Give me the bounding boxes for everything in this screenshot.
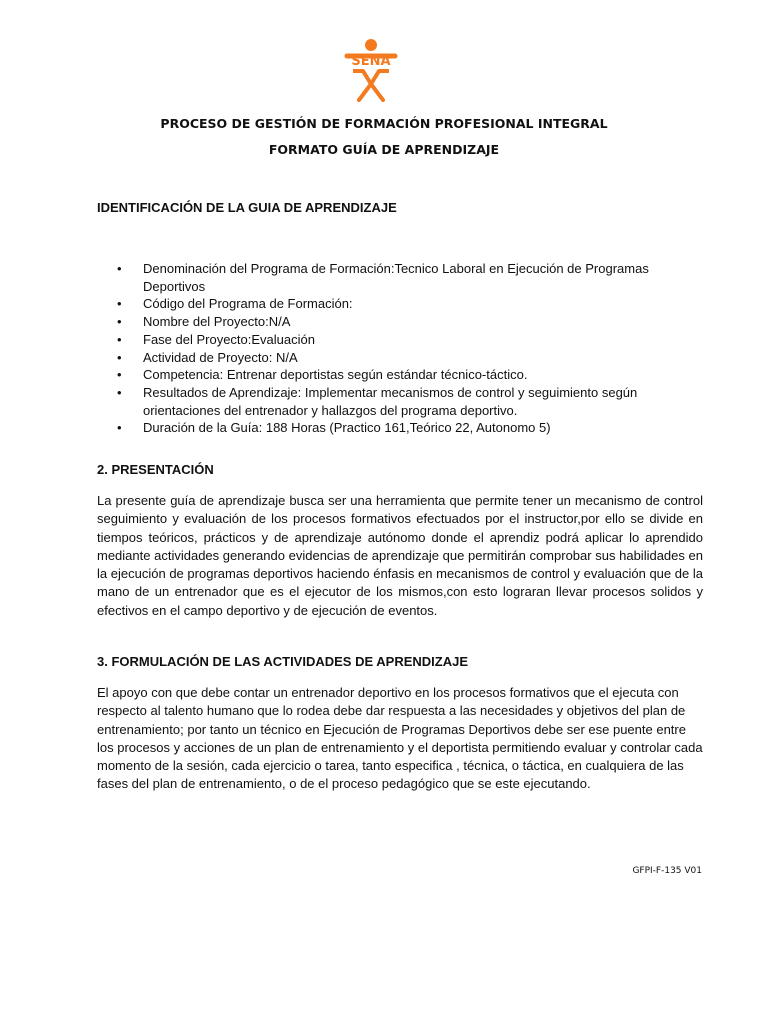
list-item-text: Fase del Proyecto:Evaluación xyxy=(143,331,315,347)
list-item-text: Duración de la Guía: 188 Horas (Practico 161,Teórico 22, Autonomo 5) xyxy=(143,420,551,436)
bullet-icon: • xyxy=(117,384,122,400)
list-item xyxy=(97,366,707,384)
sena-logo xyxy=(341,38,401,102)
list-item-text: Competencia: Entrenar deportistas según estándar técnico-táctico. xyxy=(143,367,528,383)
process-title: PROCESO DE GESTIÓN DE FORMACIÓN PROFESIONAL INTEGRAL xyxy=(160,116,608,131)
presentation-paragraph: La presente guía de aprendizaje busca ser una herramienta que permite tener un mecanismo de control seguimiento y evaluación de los procesos formativos efectuados por el instructor,por ello se divide en tiempos teóricos, prácticos y de aprendizaje autónomo donde el aprendiz podrá aplicar lo aprendido mediante actividades generando evidencias de aprendizaje que permitirán comprobar sus habilidades en la ejecución de programas deportivos haciendo énfasis en mecanismos de control y evaluación que de la mano de un entrenador que es el ejecutor de los mismos,con esto lograran llevar procesos solidos y efectivos en el campo deportivo y de ejecución de eventos. xyxy=(97,493,703,618)
identification-list xyxy=(97,260,707,437)
bullet-icon: • xyxy=(117,261,122,276)
list-item xyxy=(97,295,707,313)
list-item-text: Actividad de Proyecto: N/A xyxy=(143,349,298,365)
bullet-icon: • xyxy=(117,349,122,365)
list-item-text: Código del Programa de Formación: xyxy=(143,296,353,312)
document-code: GFPI-F-135 V01 xyxy=(632,866,702,876)
logo-text: SENA xyxy=(351,54,391,69)
list-item xyxy=(97,384,707,419)
bullet-icon: • xyxy=(117,420,122,436)
list-item-text: Nombre del Proyecto:N/A xyxy=(143,314,291,330)
formulation-paragraph: El apoyo con que debe contar un entrenador deportivo en los procesos formativos que el ejecuta con respecto al talento humano que lo rodea debe dar respuesta a las necesidades y objetivos del plan de entrenamiento; por tanto un técnico en Ejecución de Programas Deportivos debe ser ese puente entre los procesos y acciones de un plan de entrenamiento y el deportista permitiendo evaluar y controlar cada momento de la sesión, cada ejercicio o tarea, tanto especifica , técnica, o táctica, en cualquiera de las fases del plan de entrenamiento, o de el proceso pedagógico que se este ejecutando. xyxy=(97,685,703,792)
identification-heading: IDENTIFICACIÓN DE LA GUIA DE APRENDIZAJE xyxy=(97,200,397,215)
list-item xyxy=(97,313,707,331)
formulation-heading: 3. FORMULACIÓN DE LAS ACTIVIDADES DE APRENDIZAJE xyxy=(97,654,469,669)
bullet-icon: • xyxy=(117,367,122,383)
list-item xyxy=(97,419,707,437)
list-item xyxy=(97,260,707,295)
list-item xyxy=(97,331,707,349)
list-item xyxy=(97,349,707,367)
list-item-text: Denominación del Programa de Formación:Tecnico Laboral en Ejecución de Programas Deportivos xyxy=(143,261,649,294)
bullet-icon: • xyxy=(117,296,122,312)
list-item-text: Resultados de Aprendizaje: Implementar mecanismos de control y seguimiento según orientaciones del entrenador y hallazgos del programa deportivo. xyxy=(143,384,638,418)
bullet-icon: • xyxy=(117,331,122,347)
format-title: FORMATO GUÍA DE APRENDIZAJE xyxy=(268,142,500,157)
presentation-heading: 2. PRESENTACIÓN xyxy=(97,462,214,477)
bullet-icon: • xyxy=(117,314,122,330)
